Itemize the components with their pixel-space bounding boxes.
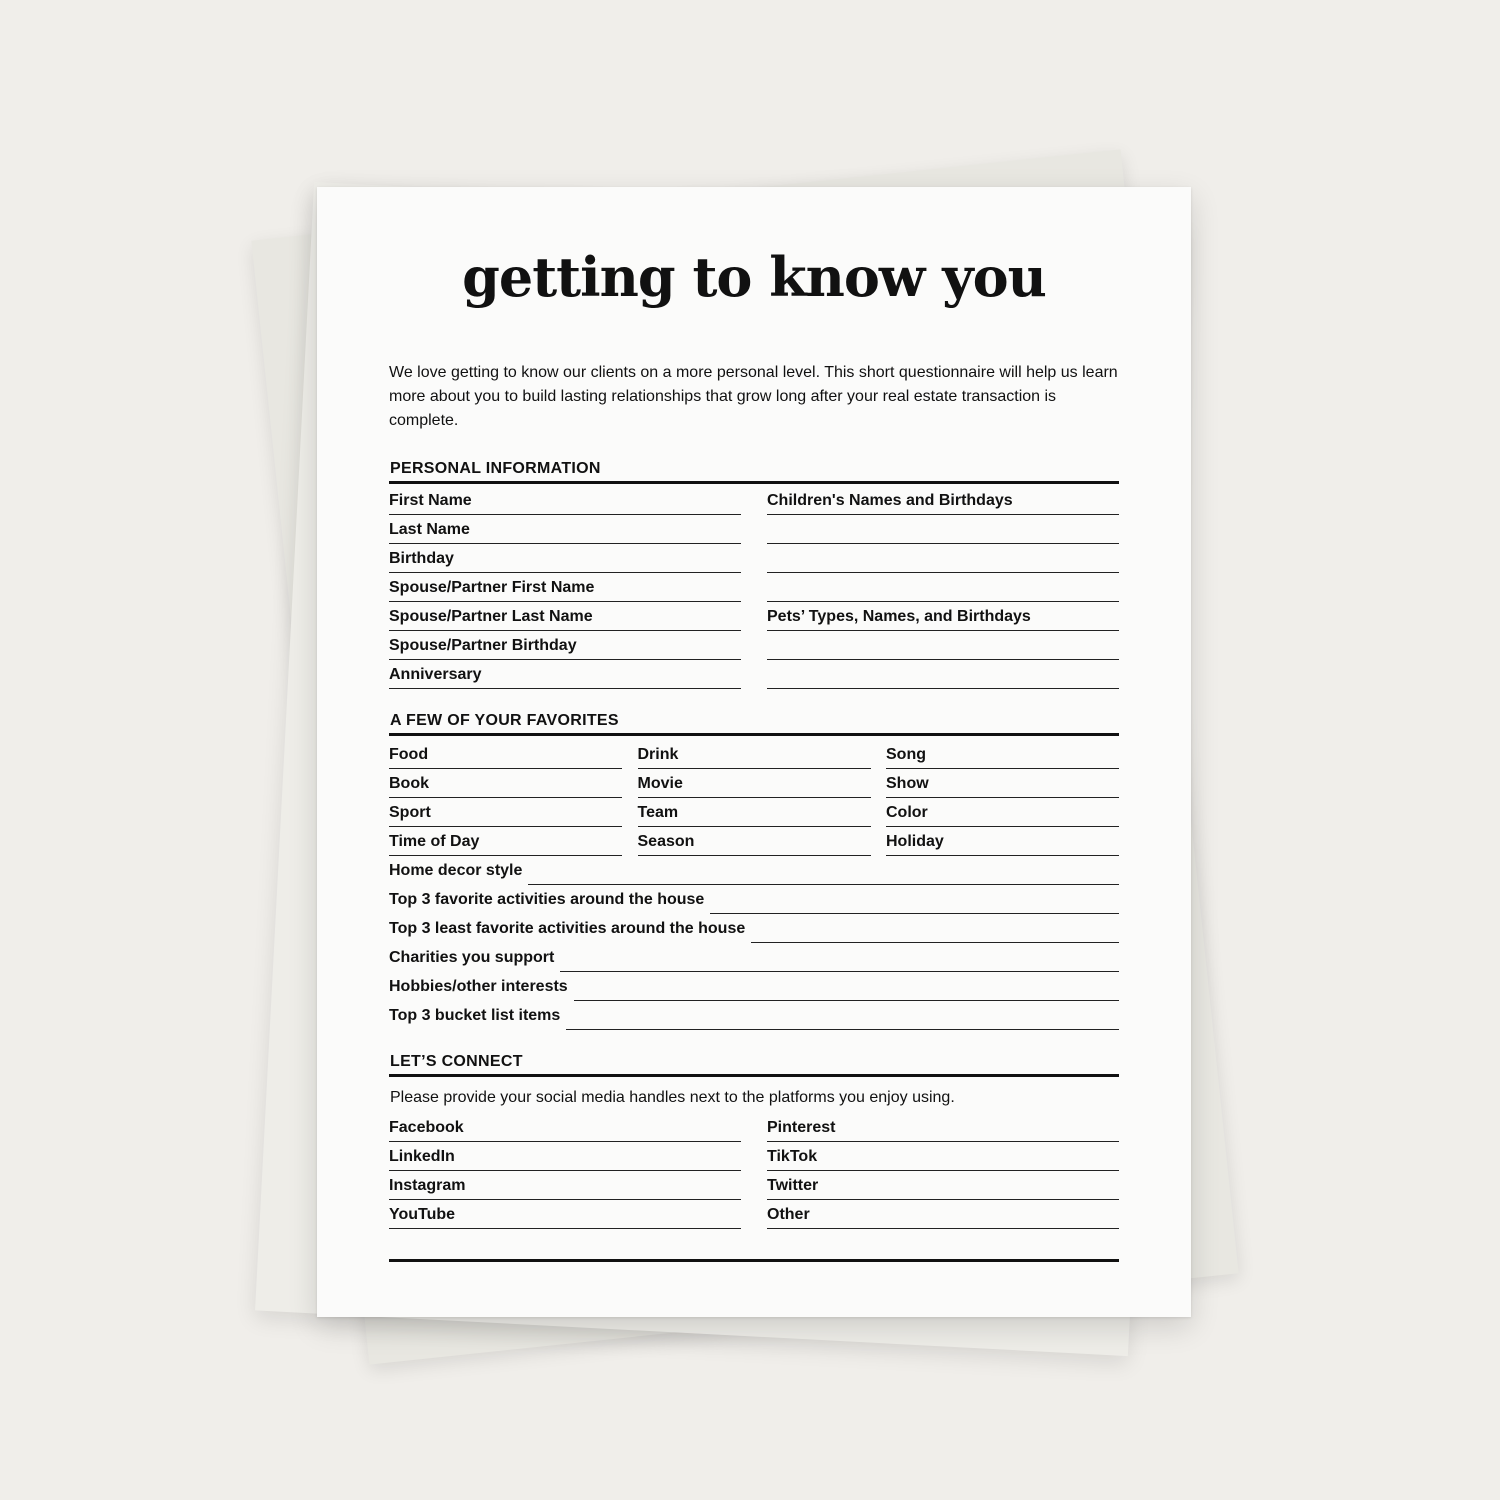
- children-line-3[interactable]: [767, 544, 1119, 573]
- color-field[interactable]: Color: [886, 798, 1119, 827]
- favorite-activities-field[interactable]: [389, 885, 1119, 914]
- team-field[interactable]: Team: [638, 798, 871, 827]
- youtube-field[interactable]: YouTube: [389, 1200, 741, 1229]
- other-social-field[interactable]: Other: [767, 1200, 1119, 1229]
- hobbies-label: Hobbies/other interests: [389, 978, 568, 995]
- book-field[interactable]: Book: [389, 769, 622, 798]
- drink-field[interactable]: Drink: [638, 740, 871, 769]
- least-favorite-activities-field[interactable]: [389, 914, 1119, 943]
- bucket-list-line[interactable]: [566, 1028, 1119, 1030]
- holiday-field[interactable]: Holiday: [886, 827, 1119, 856]
- connect-left-column: [389, 1113, 741, 1229]
- spouse-last-name-field[interactable]: Spouse/Partner Last Name: [389, 602, 741, 631]
- twitter-field[interactable]: Twitter: [767, 1171, 1119, 1200]
- home-decor-line[interactable]: [528, 883, 1119, 885]
- personal-left-column: [389, 486, 741, 689]
- children-line-4[interactable]: [767, 573, 1119, 602]
- hobbies-line[interactable]: [574, 999, 1119, 1001]
- favorites-grid: [389, 740, 1119, 856]
- show-field[interactable]: Show: [886, 769, 1119, 798]
- favorites-column-3: [886, 740, 1119, 856]
- page-title: getting to know you: [462, 245, 1046, 309]
- linkedin-field[interactable]: LinkedIn: [389, 1142, 741, 1171]
- spouse-birthday-field[interactable]: Spouse/Partner Birthday: [389, 631, 741, 660]
- anniversary-field[interactable]: Anniversary: [389, 660, 741, 689]
- song-field[interactable]: Song: [886, 740, 1119, 769]
- form-content: [389, 361, 1119, 1262]
- form-page: [317, 187, 1191, 1317]
- personal-grid: [389, 486, 1119, 689]
- children-line-2[interactable]: [767, 515, 1119, 544]
- time-of-day-field[interactable]: Time of Day: [389, 827, 622, 856]
- home-decor-field[interactable]: [389, 856, 1119, 885]
- favorites-column-1: [389, 740, 622, 856]
- pets-field[interactable]: Pets’ Types, Names, and Birthdays: [767, 602, 1119, 631]
- tiktok-field[interactable]: TikTok: [767, 1142, 1119, 1171]
- section-heading-favorites: A FEW OF YOUR FAVORITES: [389, 711, 1119, 736]
- section-heading-connect: LET’S CONNECT: [389, 1052, 1119, 1077]
- connect-right-column: [767, 1113, 1119, 1229]
- pets-line-3[interactable]: [767, 660, 1119, 689]
- section-heading-personal: PERSONAL INFORMATION: [389, 459, 1119, 484]
- charities-field[interactable]: [389, 943, 1119, 972]
- least-favorite-activities-label: Top 3 least favorite activities around the house: [389, 920, 746, 937]
- instagram-field[interactable]: Instagram: [389, 1171, 741, 1200]
- last-name-field[interactable]: Last Name: [389, 515, 741, 544]
- pets-line-2[interactable]: [767, 631, 1119, 660]
- charities-label: Charities you support: [389, 949, 555, 966]
- movie-field[interactable]: Movie: [638, 769, 871, 798]
- spouse-first-name-field[interactable]: Spouse/Partner First Name: [389, 573, 741, 602]
- hobbies-field[interactable]: [389, 972, 1119, 1001]
- home-decor-label: Home decor style: [389, 862, 523, 879]
- charities-line[interactable]: [560, 970, 1119, 972]
- food-field[interactable]: Food: [389, 740, 622, 769]
- birthday-field[interactable]: Birthday: [389, 544, 741, 573]
- bucket-list-label: Top 3 bucket list items: [389, 1007, 561, 1024]
- intro-text: We love getting to know our clients on a more personal level. This short questionnaire will help us learn more about you to build lasting relationships that grow long after your real estate transaction is complete.: [389, 364, 1118, 429]
- bucket-list-field[interactable]: [389, 1001, 1119, 1030]
- favorites-column-2: [638, 740, 871, 856]
- connect-instructions: Please provide your social media handles next to the platforms you enjoy using.: [390, 1089, 955, 1106]
- season-field[interactable]: Season: [638, 827, 871, 856]
- favorite-activities-label: Top 3 favorite activities around the house: [389, 891, 705, 908]
- pinterest-field[interactable]: Pinterest: [767, 1113, 1119, 1142]
- children-names-field[interactable]: Children's Names and Birthdays: [767, 486, 1119, 515]
- favorites-wide-fields: [389, 856, 1119, 1030]
- closing-rule: [389, 1259, 1119, 1262]
- sport-field[interactable]: Sport: [389, 798, 622, 827]
- facebook-field[interactable]: Facebook: [389, 1113, 741, 1142]
- personal-right-column: [767, 486, 1119, 689]
- connect-grid: [389, 1113, 1119, 1229]
- first-name-field[interactable]: First Name: [389, 486, 741, 515]
- favorite-activities-line[interactable]: [710, 912, 1119, 914]
- least-favorite-activities-line[interactable]: [751, 941, 1119, 943]
